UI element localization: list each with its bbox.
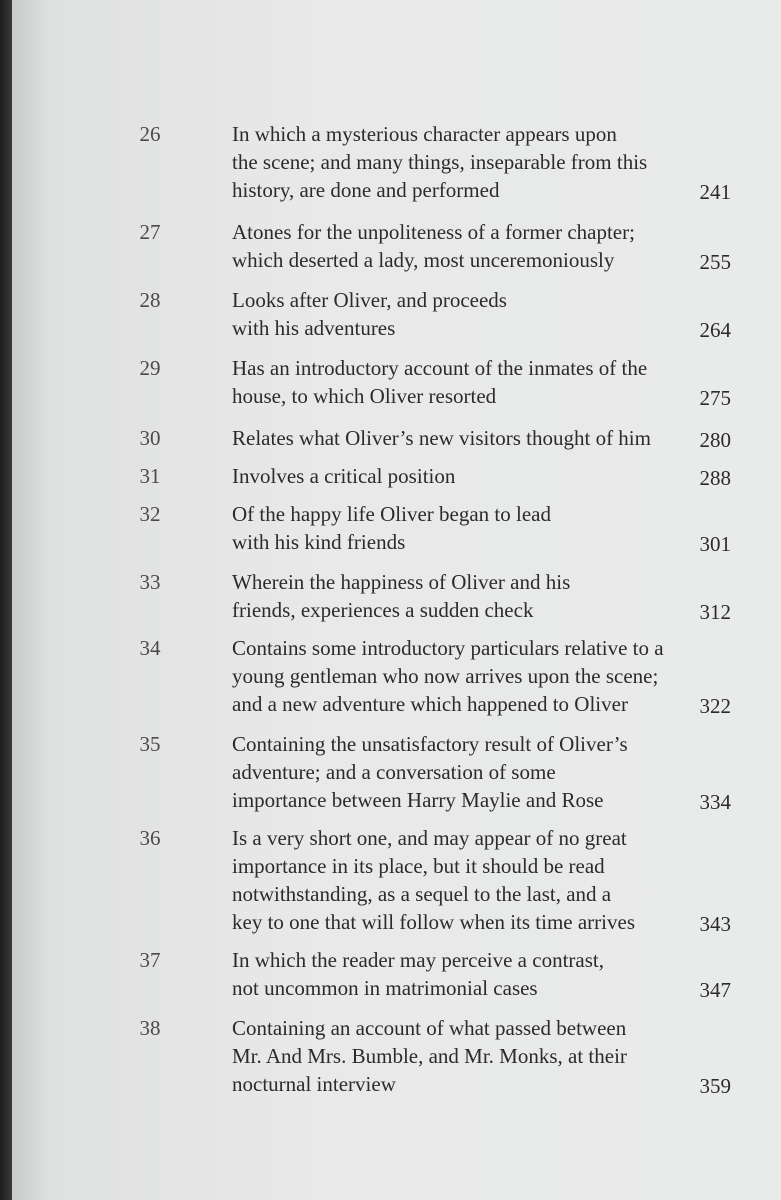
chapter-title (232, 286, 722, 342)
chapter-title (232, 120, 722, 204)
chapter-number: 36 (139, 826, 161, 850)
chapter-title-line: notwithstanding, as a sequel to the last, and a (232, 882, 612, 906)
chapter-number: 30 (139, 426, 161, 450)
chapter-number: 35 (139, 732, 161, 756)
chapter-number: 29 (139, 356, 161, 380)
chapter-title-line: Is a very short one, and may appear of no great (232, 826, 627, 850)
page-number: 312 (699, 600, 731, 624)
chapter-title-line: adventure; and a conversation of some (232, 760, 556, 784)
page-number: 347 (699, 978, 731, 1002)
page-number: 264 (699, 318, 731, 342)
chapter-title (232, 946, 722, 1002)
page-number: 322 (699, 694, 731, 718)
chapter-title-line: Containing the unsatisfactory result of Oliver’s (232, 732, 628, 756)
page-number: 280 (699, 428, 731, 452)
chapter-number: 32 (139, 502, 161, 526)
chapter-title-line: Wherein the happiness of Oliver and his (232, 570, 571, 594)
chapter-title-line: importance in its place, but it should be read (232, 854, 605, 878)
chapter-title-line: Involves a critical position (232, 464, 456, 488)
chapter-title-line: Containing an account of what passed between (232, 1016, 627, 1040)
chapter-title (232, 500, 722, 556)
chapter-title-line: house, to which Oliver resorted (232, 384, 497, 408)
chapter-title (232, 354, 722, 410)
chapter-title-line: Has an introductory account of the inmates of the (232, 356, 648, 380)
book-page (12, 0, 781, 1200)
chapter-title-line: Atones for the unpoliteness of a former chapter; (232, 220, 635, 244)
chapter-title (232, 824, 722, 936)
chapter-title (232, 1014, 722, 1098)
chapter-number: 31 (139, 464, 161, 488)
chapter-number: 34 (139, 636, 161, 660)
page-number: 359 (699, 1074, 731, 1098)
chapter-title-line: In which a mysterious character appears upon (232, 122, 617, 146)
chapter-title-line: young gentleman who now arrives upon the scene; (232, 664, 659, 688)
page-number: 275 (699, 386, 731, 410)
chapter-title (232, 634, 722, 718)
chapter-title-line: with his kind friends (232, 530, 406, 554)
chapter-title-line: and a new adventure which happened to Oliver (232, 692, 628, 716)
chapter-title-line: the scene; and many things, inseparable from this (232, 150, 648, 174)
chapter-number: 27 (139, 220, 161, 244)
page-number: 334 (699, 790, 731, 814)
chapter-title-line: nocturnal interview (232, 1072, 396, 1096)
chapter-title-line: Relates what Oliver’s new visitors thought of him (232, 426, 651, 450)
chapter-title-line: with his adventures (232, 316, 396, 340)
page-number: 288 (699, 466, 731, 490)
chapter-title (232, 218, 722, 274)
chapter-title-line: which deserted a lady, most unceremoniously (232, 248, 615, 272)
page-number: 255 (699, 250, 731, 274)
chapter-title (232, 730, 722, 814)
table-of-contents (12, 0, 781, 1200)
book-spine-edge (0, 0, 12, 1200)
page-number: 241 (699, 180, 731, 204)
page-number: 301 (699, 532, 731, 556)
chapter-title-line: not uncommon in matrimonial cases (232, 976, 538, 1000)
chapter-title (232, 462, 722, 490)
chapter-number: 28 (139, 288, 161, 312)
chapter-title-line: importance between Harry Maylie and Rose (232, 788, 604, 812)
chapter-title-line: In which the reader may perceive a contrast, (232, 948, 604, 972)
chapter-title (232, 568, 722, 624)
chapter-title-line: Looks after Oliver, and proceeds (232, 288, 507, 312)
chapter-title-line: Of the happy life Oliver began to lead (232, 502, 551, 526)
chapter-title-line: history, are done and performed (232, 178, 500, 202)
chapter-title-line: Mr. And Mrs. Bumble, and Mr. Monks, at their (232, 1044, 627, 1068)
chapter-title-line: key to one that will follow when its time arrives (232, 910, 635, 934)
chapter-number: 37 (139, 948, 161, 972)
chapter-title-line: Contains some introductory particulars relative to a (232, 636, 664, 660)
chapter-title-line: friends, experiences a sudden check (232, 598, 534, 622)
chapter-title (232, 424, 722, 452)
page-number: 343 (699, 912, 731, 936)
chapter-number: 26 (139, 122, 161, 146)
chapter-number: 33 (139, 570, 161, 594)
chapter-number: 38 (139, 1016, 161, 1040)
